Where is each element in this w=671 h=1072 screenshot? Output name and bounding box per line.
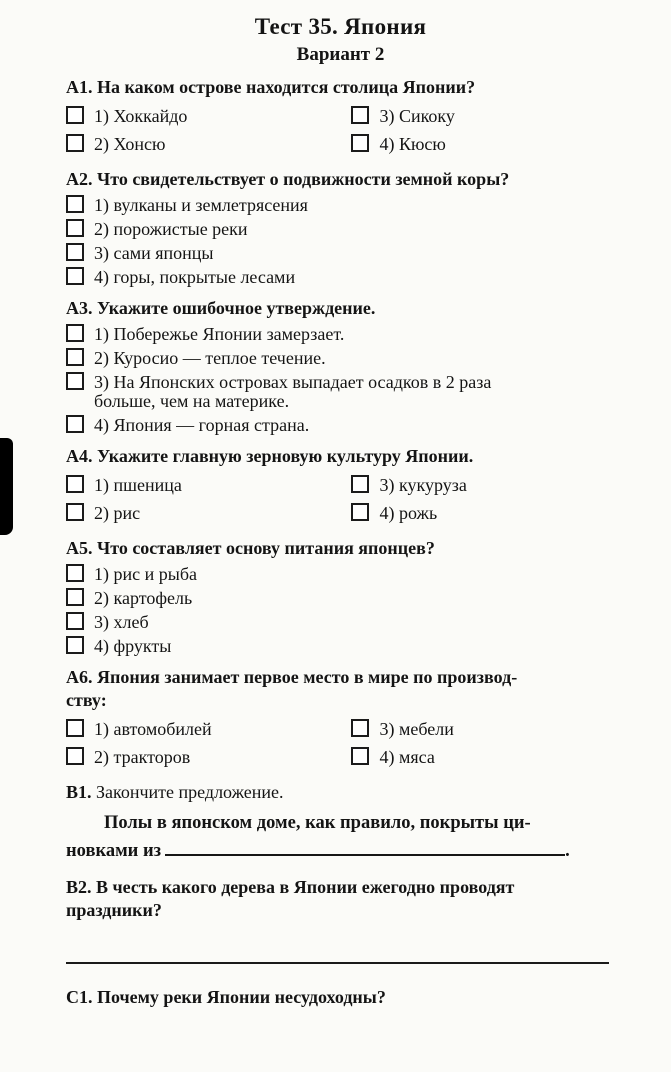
answer-checkbox-a5-3[interactable] <box>66 612 84 630</box>
option-label-a3-3-line2: больше, чем на материке. <box>94 391 290 412</box>
option-label-a4-1: 1) пшеница <box>94 475 182 496</box>
scan-artifact-mark <box>0 438 13 535</box>
option-label-a6-4: 4) мяса <box>379 747 435 768</box>
question-a2 <box>66 168 615 287</box>
answer-checkbox-a2-1[interactable] <box>66 195 84 213</box>
answer-checkbox-a2-3[interactable] <box>66 243 84 261</box>
option-label-a4-4: 4) рожь <box>379 503 438 524</box>
option-label-a1-1: 1) Хоккайдо <box>94 106 188 127</box>
option-a2-3 <box>66 243 615 263</box>
option-label-a3-2: 2) Куросио — теплое течение. <box>94 348 326 369</box>
answer-checkbox-a5-4[interactable] <box>66 636 84 654</box>
option-label-a5-4: 4) фрукты <box>94 636 172 657</box>
option-a1-4 <box>351 134 615 154</box>
option-label-a6-2: 2) тракторов <box>94 747 191 768</box>
option-label-a4-3: 3) кукуруза <box>379 475 467 496</box>
question-c1-number: С1. <box>66 986 93 1007</box>
option-a3-4 <box>66 415 615 435</box>
option-label-a4-2: 2) рис <box>94 503 141 524</box>
answer-checkbox-a6-2[interactable] <box>66 747 84 765</box>
option-label-a2-1: 1) вулканы и землетрясения <box>94 195 308 216</box>
question-b1 <box>66 781 615 866</box>
question-b2-text <box>66 876 615 922</box>
option-a4-3 <box>351 475 615 495</box>
question-b1-text <box>66 781 615 804</box>
answer-checkbox-a3-4[interactable] <box>66 415 84 433</box>
page-title: Тест 35. Япония <box>254 14 427 39</box>
option-a5-2 <box>66 588 615 608</box>
answer-checkbox-a4-1[interactable] <box>66 475 84 493</box>
question-a3-options <box>66 324 615 435</box>
option-a5-3 <box>66 612 615 632</box>
question-b2 <box>66 876 615 964</box>
option-a4-1 <box>66 475 351 495</box>
question-a1-body: На каком острове находится столица Японии? <box>97 77 476 97</box>
question-b2-body-line2: праздники? <box>66 899 162 920</box>
question-a4 <box>66 445 615 527</box>
option-label-a3-4: 4) Япония — горная страна. <box>94 415 310 436</box>
b1-sentence-line1: Полы в японском доме, как правило, покрыты ци- <box>104 813 531 834</box>
answer-checkbox-a3-3[interactable] <box>66 372 84 390</box>
b2-answer-line[interactable] <box>66 962 609 964</box>
option-a3-3 <box>66 372 615 411</box>
b1-sentence <box>66 810 615 866</box>
option-a1-3 <box>351 106 615 126</box>
option-label-a1-4: 4) Кюсю <box>379 134 446 155</box>
answer-checkbox-a6-4[interactable] <box>351 747 369 765</box>
question-b2-body-line1: В честь какого дерева в Японии ежегодно проводят <box>96 876 515 897</box>
answer-checkbox-a1-2[interactable] <box>66 134 84 152</box>
option-label-a5-1: 1) рис и рыба <box>94 564 197 585</box>
question-a3-body: Укажите ошибочное утверждение. <box>97 298 376 319</box>
option-a4-4 <box>351 503 615 523</box>
question-a6-body-line1: Япония занимает первое место в мире по производ- <box>97 667 518 688</box>
question-a6 <box>66 666 615 771</box>
question-a2-body: Что свидетельствует о подвижности земной коры? <box>97 169 510 190</box>
question-a2-number: А2. <box>66 169 93 190</box>
question-a1 <box>66 76 615 158</box>
question-a5 <box>66 537 615 656</box>
question-b1-body: Закончите предложение. <box>96 782 284 803</box>
question-a3-text <box>66 297 615 320</box>
answer-checkbox-a6-1[interactable] <box>66 719 84 737</box>
answer-checkbox-a2-4[interactable] <box>66 267 84 285</box>
option-label-a2-4: 4) горы, покрытые лесами <box>94 267 296 288</box>
option-label-a1-3: 3) Сикоку <box>379 106 455 127</box>
question-a1-number: А1. <box>66 77 93 97</box>
option-label-a6-3: 3) мебели <box>379 719 454 740</box>
option-label-a3-1: 1) Побережье Японии замерзает. <box>94 324 345 345</box>
question-a4-body: Укажите главную зерновую культуру Японии. <box>97 446 474 467</box>
answer-checkbox-a4-2[interactable] <box>66 503 84 521</box>
answer-checkbox-a6-3[interactable] <box>351 719 369 737</box>
question-a3-number: А3. <box>66 298 93 319</box>
question-a1-text <box>66 76 615 99</box>
question-a6-body-line2: ству: <box>66 690 107 711</box>
question-a3 <box>66 297 615 435</box>
answer-checkbox-a5-1[interactable] <box>66 564 84 582</box>
answer-checkbox-a4-3[interactable] <box>351 475 369 493</box>
answer-checkbox-a2-2[interactable] <box>66 219 84 237</box>
option-a1-1 <box>66 106 351 126</box>
option-a4-2 <box>66 503 351 523</box>
b1-sentence-line2 <box>66 838 615 866</box>
option-a3-2 <box>66 348 615 368</box>
question-a5-body: Что составляет основу питания японцев? <box>97 538 435 559</box>
answer-checkbox-a3-2[interactable] <box>66 348 84 366</box>
option-label-a2-3: 3) сами японцы <box>94 243 214 264</box>
option-a6-1 <box>66 719 351 739</box>
option-label-a3-3-line1: 3) На Японских островах выпадает осадков в 2 раза <box>94 372 492 393</box>
question-a5-options <box>66 564 615 656</box>
answer-checkbox-a3-1[interactable] <box>66 324 84 342</box>
question-a2-options <box>66 195 615 287</box>
option-a2-1 <box>66 195 615 215</box>
option-label-a5-2: 2) картофель <box>94 588 193 609</box>
answer-checkbox-a1-1[interactable] <box>66 106 84 124</box>
option-label-a2-2: 2) порожистые реки <box>94 219 248 240</box>
question-a4-text <box>66 445 615 468</box>
question-a1-options <box>66 102 615 158</box>
option-a6-3 <box>351 719 615 739</box>
answer-checkbox-a5-2[interactable] <box>66 588 84 606</box>
option-label-a6-1: 1) автомобилей <box>94 719 212 740</box>
question-a5-number: А5. <box>66 538 93 559</box>
option-a5-1 <box>66 564 615 584</box>
option-a2-2 <box>66 219 615 239</box>
question-a4-options <box>66 471 615 527</box>
question-a4-number: А4. <box>66 446 93 467</box>
question-a6-options <box>66 715 615 771</box>
answer-checkbox-a1-4[interactable] <box>351 134 369 152</box>
variant-subtitle: Вариант 2 <box>296 44 385 65</box>
option-a2-4 <box>66 267 615 287</box>
option-label-a3-3 <box>94 372 491 411</box>
b1-sentence-end-punct: . <box>565 841 570 861</box>
option-a6-2 <box>66 747 351 767</box>
option-label-a5-3: 3) хлеб <box>94 612 149 633</box>
answer-checkbox-a4-4[interactable] <box>351 503 369 521</box>
question-a6-number: А6. <box>66 667 93 688</box>
question-c1 <box>66 986 615 1009</box>
b1-fill-in-blank[interactable] <box>165 840 565 856</box>
question-b1-number: В1. <box>66 782 92 803</box>
question-c1-text <box>66 986 615 1009</box>
question-a6-text <box>66 666 615 712</box>
option-a3-1 <box>66 324 615 344</box>
question-c1-body: Почему реки Японии несудоходны? <box>97 986 386 1007</box>
answer-checkbox-a1-3[interactable] <box>351 106 369 124</box>
option-a6-4 <box>351 747 615 767</box>
question-a2-text <box>66 168 615 191</box>
option-a1-2 <box>66 134 351 154</box>
question-b2-number: В2. <box>66 876 92 897</box>
b1-sentence-line2-prefix: новками из <box>66 841 162 861</box>
question-a5-text <box>66 537 615 560</box>
option-label-a1-2: 2) Хонсю <box>94 134 166 155</box>
option-a5-4 <box>66 636 615 656</box>
